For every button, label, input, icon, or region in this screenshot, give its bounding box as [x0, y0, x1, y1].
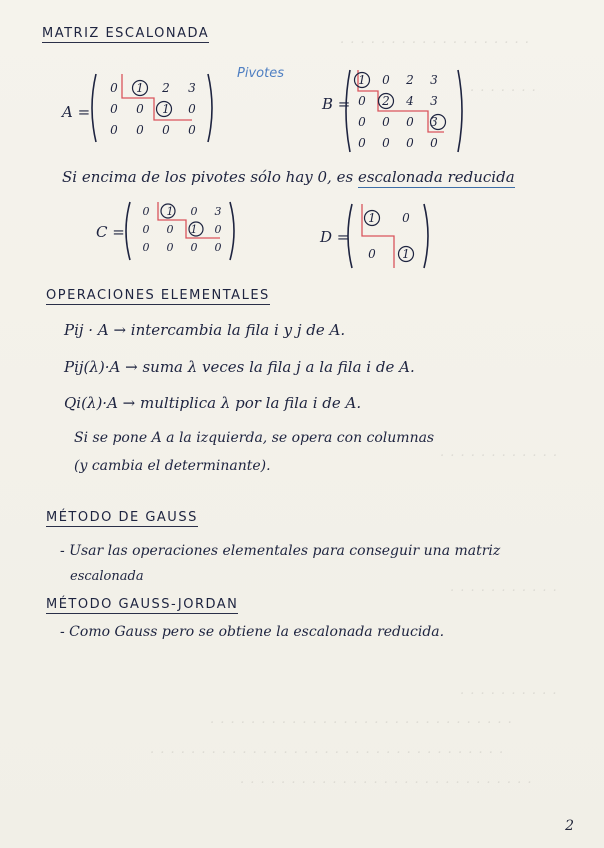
matrix-entry: 0: [136, 102, 144, 116]
gauss-jordan-text: - Como Gauss pero se obtiene la escalonada reducida.: [60, 624, 445, 640]
matrix-entry: 0: [382, 136, 390, 150]
matrix-entry: 3: [430, 115, 438, 129]
reduced-note-text: Si encima de los pivotes sólo hay 0, es: [62, 168, 354, 186]
bleed-through: . . . . . . . . . . .: [450, 580, 558, 595]
bleed-through: . . . . . . . . . . . . . . . . . . . . . . . . . . . . . . . . . . .: [150, 742, 505, 757]
matrix-entry: 1: [190, 223, 198, 236]
bleed-through: . . . . . . . . . .: [460, 683, 558, 698]
matrix-entry: 2: [162, 81, 170, 95]
matrix-entry: 1: [166, 205, 174, 218]
matrix-c-label: C =: [96, 223, 125, 241]
matrix-entry: 0: [214, 223, 222, 236]
matrix-entry: 3: [188, 81, 196, 95]
matrix-entry: 0: [110, 81, 118, 95]
matrix-entry: 0: [190, 205, 198, 218]
operation-line: Pij(λ)·A → suma λ veces la fila j a la fila i de A.: [64, 358, 415, 376]
matrix-entry: 0: [406, 115, 414, 129]
matrix-entry: 0: [190, 241, 198, 254]
matrix-b-label: B =: [322, 95, 351, 113]
matrix-entry: 1: [136, 81, 144, 95]
matrix-entry: 0: [166, 223, 174, 236]
columns-note-line: (y cambia el determinante).: [74, 458, 271, 474]
matrix-entry: 2: [382, 94, 390, 108]
columns-note-line: Si se pone A a la izquierda, se opera con columnas: [74, 430, 435, 446]
matrix-entry: 0: [188, 123, 196, 137]
bleed-through: . . . . . . . . . . . .: [440, 445, 559, 460]
matrix-entry: 0: [142, 205, 150, 218]
heading-operaciones-elementales: OPERACIONES ELEMENTALES: [46, 288, 270, 303]
matrix-d: [344, 200, 436, 272]
matrix-entry: 0: [162, 123, 170, 137]
reduced-note: [62, 168, 515, 186]
matrix-entry: 4: [406, 94, 414, 108]
matrix-entry: 0: [382, 73, 390, 87]
operation-line: Pij · A → intercambia la fila i y j de A.: [64, 321, 346, 339]
matrix-entry: 0: [430, 136, 438, 150]
matrix-entry: 0: [110, 123, 118, 137]
pivots-label: Pivotes: [237, 66, 284, 81]
matrix-entry: 0: [358, 115, 366, 129]
matrix-entry: 3: [430, 94, 438, 108]
gauss-text-line: escalonada: [70, 569, 144, 584]
heading-matriz-escalonada: MATRIZ ESCALONADA: [42, 26, 210, 41]
matrix-entry: 1: [162, 102, 170, 116]
matrix-entry: 0: [406, 136, 414, 150]
matrix-b: [342, 66, 472, 156]
matrix-entry: 0: [358, 94, 366, 108]
matrix-a: [88, 68, 228, 148]
matrix-c: [122, 198, 246, 264]
matrix-entry: 0: [368, 247, 376, 261]
bleed-through: . . . . . . .: [470, 80, 537, 95]
heading-metodo-gauss: MÉTODO DE GAUSS: [46, 510, 198, 525]
matrix-entry: 3: [430, 73, 438, 87]
bleed-through: . . . . . . . . . . . . . . . . . . . . . . . . . . . . .: [240, 772, 533, 787]
matrix-d-label: D =: [320, 228, 350, 246]
matrix-entry: 1: [368, 211, 376, 225]
matrix-a-label: A =: [62, 103, 91, 121]
matrix-entry: 0: [166, 241, 174, 254]
reduced-note-highlight: escalonada reducida: [357, 168, 515, 186]
page-number: 2: [565, 818, 574, 834]
matrix-entry: 1: [358, 73, 366, 87]
heading-metodo-gauss-jordan: MÉTODO GAUSS-JORDAN: [46, 597, 239, 612]
matrix-entry: 0: [402, 211, 410, 225]
matrix-entry: 0: [214, 241, 222, 254]
matrix-entry: 0: [142, 241, 150, 254]
matrix-entry: 0: [188, 102, 196, 116]
matrix-entry: 3: [214, 205, 222, 218]
bleed-through: . . . . . . . . . . . . . . . . . . . . . . . . . . . . . .: [210, 712, 513, 727]
matrix-entry: 0: [358, 136, 366, 150]
matrix-entry: 2: [406, 73, 414, 87]
matrix-entry: 1: [402, 247, 410, 261]
matrix-entry: 0: [382, 115, 390, 129]
gauss-text-line: - Usar las operaciones elementales para conseguir una matriz: [60, 543, 501, 559]
matrix-entry: 0: [136, 123, 144, 137]
matrix-entry: 0: [142, 223, 150, 236]
matrix-entry: 0: [110, 102, 118, 116]
bleed-through: . . . . . . . . . . . . . . . . . . .: [340, 32, 530, 47]
operation-line: Qi(λ)·A → multiplica λ por la fila i de A.: [64, 394, 362, 412]
